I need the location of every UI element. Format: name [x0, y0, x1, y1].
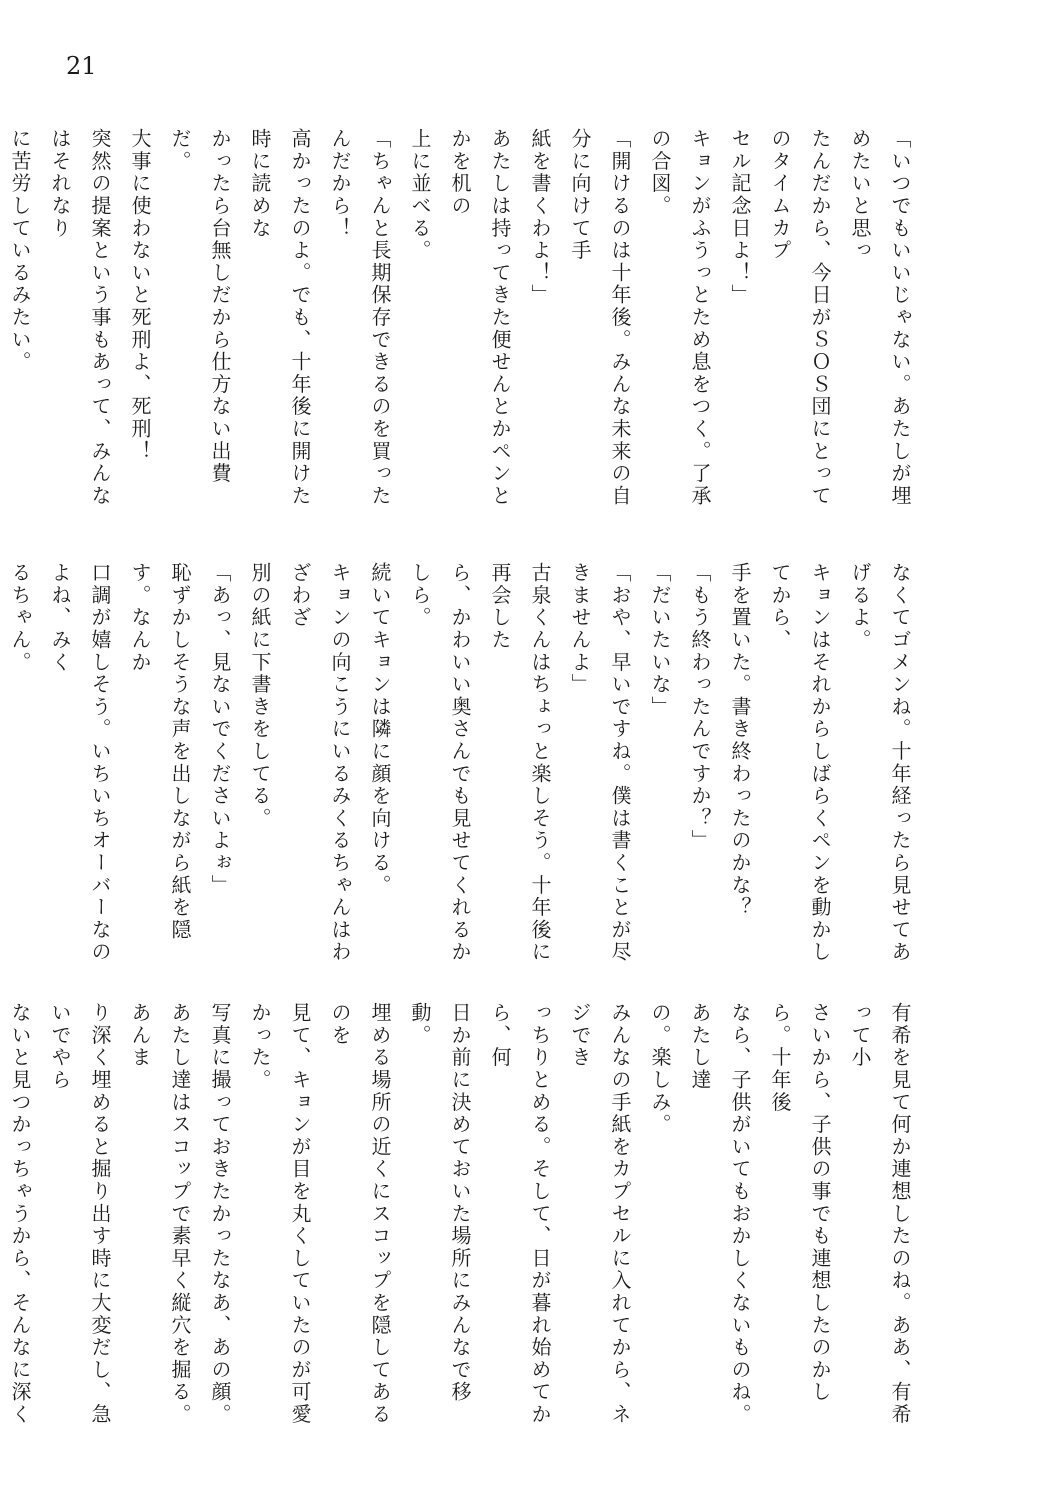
text-line: 高かったのよ。でも、十年後に開けた時に読めな: [248, 128, 312, 508]
text-line: なくてゴメンね。十年経ったら見せてあげるよ。: [848, 562, 912, 964]
text-line: なら、子供がいてもおかしくないものね。あたし達: [688, 1002, 752, 1426]
text-line: 埋める場所の近くにスコップを隠してあるのを: [328, 1002, 392, 1426]
text-line: り深く埋めると掘り出す時に大変だし、急いでやら: [48, 1002, 112, 1426]
text-line: 有希を見て何か連想したのね。ああ、有希って小: [848, 1002, 912, 1426]
text-line: キョンの向こうにいるみくるちゃんはわざわざ: [288, 562, 352, 964]
text-tier-top: [8, 128, 920, 528]
text-line: 「だいたいな」: [648, 562, 672, 719]
text-line: セル記念日よ！」: [728, 128, 752, 307]
vertical-text-block: [8, 562, 920, 972]
text-line: の。楽しみ。: [648, 1002, 672, 1136]
text-line: ら、かわいい奥さんでも見せてくれるかしら。: [408, 562, 472, 964]
text-line: 「開けるのは十年後。みんな未来の自分に向けて手: [568, 128, 632, 508]
text-line: みんなの手紙をカプセルに入れてから、ネジでき: [568, 1002, 632, 1426]
text-tier-bottom: [8, 1002, 920, 1442]
text-line: 突然の提案という事もあって、みんなはそれなり: [48, 128, 112, 508]
text-line: 口調が嬉しそう。いちいちオーバーなのよね、みく: [48, 562, 112, 964]
text-line: 日か前に決めておいた場所にみんなで移動。: [408, 1002, 472, 1404]
page-number: 21: [66, 52, 97, 80]
vertical-text-block: [8, 128, 920, 528]
text-line: 「もう終わったんですか？」: [688, 562, 712, 852]
text-line: るちゃん。: [8, 562, 32, 674]
text-line: たんだから、今日がＳＯＳ団にとってのタイムカプ: [768, 128, 832, 508]
text-line: あたしは持ってきた便せんとかペンとかを机の: [448, 128, 512, 508]
text-line: あたし達はスコップで素早く縦穴を掘る。あんま: [128, 1002, 192, 1426]
text-line: 見て、キョンが目を丸くしていたのが可愛かった。: [248, 1002, 312, 1426]
text-line: 「いつでもいいじゃない。あたしが埋めたいと思っ: [848, 128, 912, 508]
text-line: 上に並べる。: [408, 128, 432, 262]
text-line: 「あっ、見ないでくださいよぉ」: [208, 562, 232, 897]
text-line: 写真に撮っておきたかったなあ、あの顔。: [208, 1002, 232, 1426]
text-line: かったら台無しだから仕方ない出費だ。: [168, 128, 232, 485]
text-line: っちりとめる。そして、日が暮れ始めてから、何: [488, 1002, 552, 1426]
text-line: 手を置いた。書き終わったのかな？: [728, 562, 752, 919]
text-line: ないと見つかっちゃうから、そんなに深く: [8, 1002, 32, 1426]
text-line: 紙を書くわよ！」: [528, 128, 552, 307]
text-line: 古泉くんはちょっと楽しそう。十年後に再会した: [488, 562, 552, 964]
text-line: 別の紙に下書きをしてる。: [248, 562, 272, 830]
text-line: 続いてキョンは隣に顔を向ける。: [368, 562, 392, 897]
vertical-text-block: [8, 1002, 920, 1442]
text-line: に苦労しているみたい。: [8, 128, 32, 374]
text-line: 「ちゃんと長期保存できるのを買ったんだから！: [328, 128, 392, 508]
text-line: さいから、子供の事でも連想したのかしら。十年後: [768, 1002, 832, 1404]
text-line: キョンがふうっとため息をつく。了承の合図。: [648, 128, 712, 508]
text-line: 恥ずかしそうな声を出しながら紙を隠す。なんか: [128, 562, 192, 942]
text-line: 「おや、早いですね。僕は書くことが尽きませんよ」: [568, 562, 632, 964]
text-line: 大事に使わないと死刑よ、死刑！: [128, 128, 152, 463]
text-tier-middle: [8, 562, 920, 972]
text-line: キョンはそれからしばらくペンを動かしてから、: [768, 562, 832, 964]
